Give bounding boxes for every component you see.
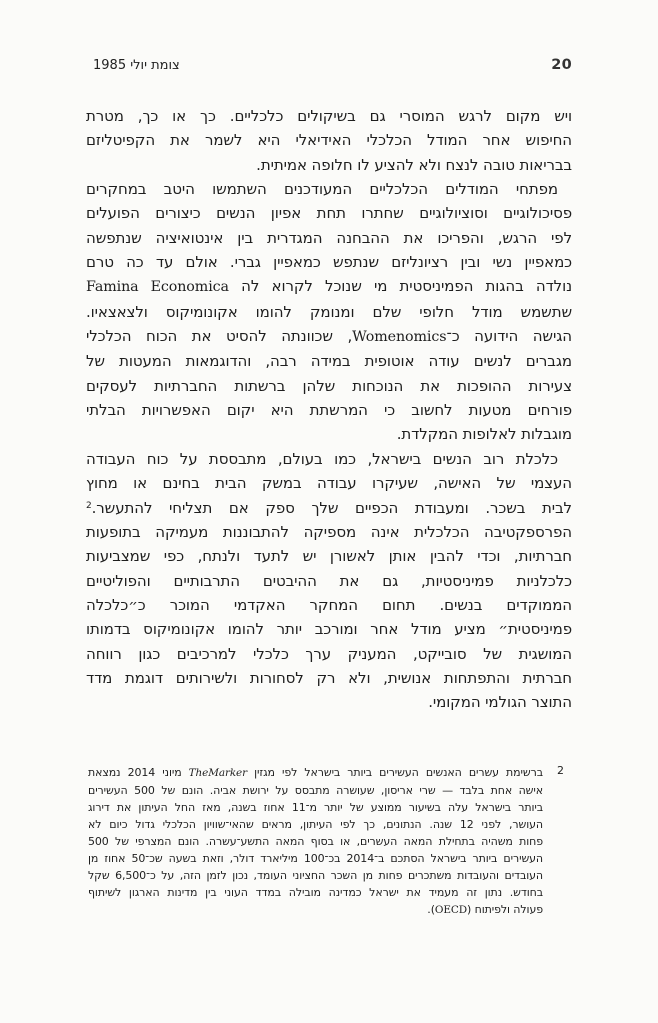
page-header — [93, 57, 572, 73]
text-line: כמאפיין נשי ובין רציונליזם שנתפש כמאפיין גברי. אולם עד כה טרם — [86, 253, 572, 272]
text-line: חברתיות, וכדי להבין אותן לאשורן יש לתעד ולנתח, כפי שמצביעות — [86, 547, 572, 566]
text-line: שתשמש מודל חלופי שלם ומנומק להומו אקונומיקוס ולצאצאיו. — [86, 302, 572, 321]
text-line: פורחים מטעות לחשוב כי המרשתת היא יקום האפשרויות הבלתי — [86, 401, 572, 420]
text-line: העובדים והעובדות משתכרים פחות מן השכר החציוני העומד, נכון לזמן הזה, על כ־6,500 שקל — [88, 869, 543, 882]
text-line: אישה אחת בלבד — שרי אריסון, שעושרה מתבסס על ירושת אביה. הונם של 500 העשירים — [88, 784, 543, 797]
text-line: הפרספקטיבה הכלכלית אינה מספיקה להתבוננות מעמיקה בתופעות — [86, 522, 572, 541]
footnote-number: 2 — [557, 764, 564, 777]
text-line: העושר, לפני 12 שנה. הנתונים, כך לפי העיתון, מראים שהאי־שוויון הכלכלי גדול כיום לא — [88, 818, 543, 831]
text-line: מוגבלות לאלופות המקלדת. — [396, 425, 572, 444]
text-line: בחודש. נתון זה מעמיד את ישראל כמדינה מובילה במדד העוני בין מדינות הארגון לשיתוף — [88, 886, 543, 899]
text-line: העצמי של האישה, שעיקרו עבודה במשק הבית בחינם או מחוץ — [86, 474, 572, 493]
text-line: הגישה הידועה כ־Womenomics, שכוונתה להסיט את הכוח הכלכלי — [86, 327, 572, 346]
text-line: העשירים ביותר בישראל הסתכם ב־2014 בכ־100 מיליארד דולר, וזאת בשעה שכ־50 אחוז מן — [88, 852, 544, 865]
text-line: התוצר הגולמי המקומי. — [428, 693, 572, 712]
running-title: צומת יולי 1985 — [93, 58, 180, 73]
text-line: פחות משהיה בתחילת המאה העשרים, או בסוף המאה התשע־עשרה. הונם המצרפי של 500 — [88, 835, 543, 848]
page-number: 20 — [551, 57, 572, 73]
text-line: ביותר בישראל עלה בשיעור ממוצע של יותר מ־11 אחוז בשנה, מאז החל העיתון את דירוג — [88, 801, 543, 814]
text-line: המושגית של סובייקט, המעניק ערך כלכלי למרכיבים כגון רווחה — [86, 644, 572, 663]
text-line: ויש מקום לרגש המוסרי גם בשיקולים כלכליים. כך או כך, מטרת — [86, 107, 572, 125]
text-line: לבית בשכר. ומעבודת הכפיים שלך ספק אם תצליחי להתעשר.$^2$ — [86, 498, 572, 517]
text-line: הממוקדים בנשים. תחום המחקר האקדמי המוכר כ״כלכלה — [86, 595, 572, 614]
text-line: פסיכולוגיים וסוציולוגיים שחתרו תחת אפיון הנשים כיצורים הפועלים — [86, 204, 572, 223]
footnote-text — [88, 764, 543, 919]
text-line: מפתחי המודלים הכלכליים המעודכנים השתמשו היטב במחקרים — [86, 180, 558, 199]
text-line: בבריאות טובה לנצח ולא להציע לו חלופה אמיתית. — [256, 155, 572, 174]
text-line: מגברים לנשים עודה אוטופית במידה רבה, והדוגמאות המעטות של — [86, 352, 572, 371]
text-line: פעולה ולפיתוח (OECD). — [427, 903, 543, 916]
text-line: כלכלת רוב הנשים בישראל, כמו בעולם, מתבססת על כוח העבודה — [86, 449, 558, 468]
text-line: נולדה בהגות הפמיניסטית מי שנוכל לקרוא לה Famina Economica — [86, 277, 572, 296]
text-line: פמיניסטית״ מציע מודל אחר ומורכב יותר להומו אקונומיקוס בדמותו — [86, 620, 572, 639]
text-line: כלכלניות פמיניסטיות, גם את ההיבטים התרבותיים והפוליטיים — [86, 571, 572, 590]
body-text — [86, 104, 572, 715]
text-line: חברתית והתפתחות אנושית, ולא רק לסחורות ולשירותים דוגמת מדד — [86, 668, 572, 687]
text-line: ברשימת עשרים האנשים העשירים ביותר בישראל לפי מגזין TheMarker מיוני 2014 נמצאת — [88, 766, 543, 779]
text-line: החיפוש אחר המודל הכלכלי האידיאלי היא לשמר את הקפיטליזם — [86, 131, 572, 150]
text-line: לפי הרגש, והפריכו את ההבחנה המגדרית בין אינטואיציה שנתפשה — [86, 228, 572, 247]
text-line: צעירות ההופכות את הנוכחות שלהן ברשתות החברתיות לעסקים — [86, 376, 572, 395]
